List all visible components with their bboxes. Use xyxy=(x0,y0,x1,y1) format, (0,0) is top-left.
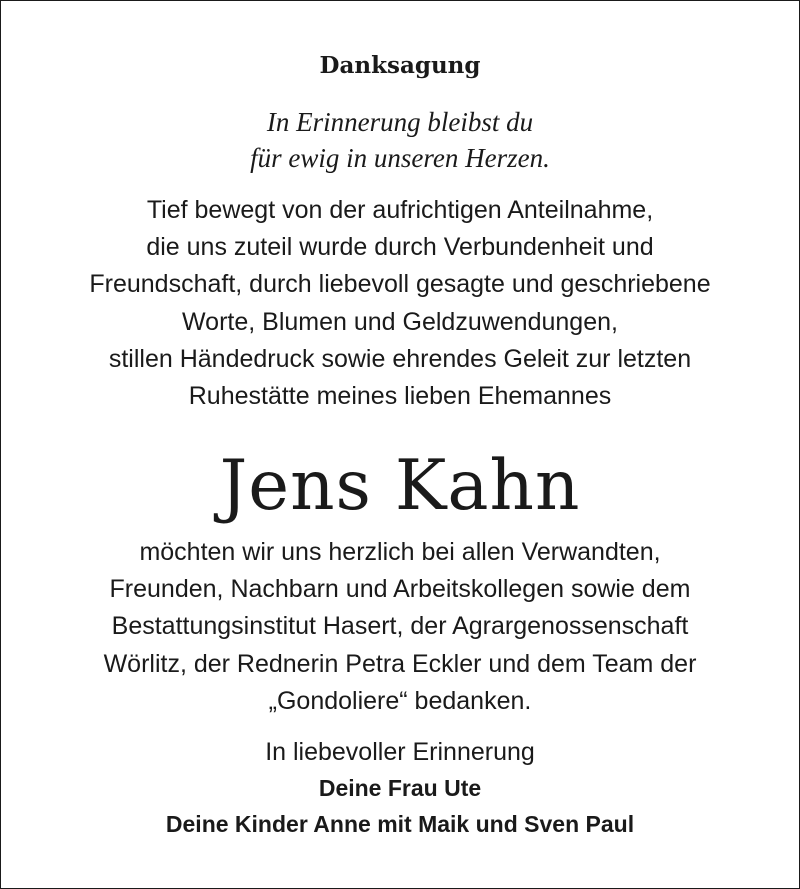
thanks-line: Freunden, Nachbarn und Arbeitskollegen sowie dem xyxy=(109,575,691,604)
intro-line: Worte, Blumen und Geldzuwendungen, xyxy=(182,307,618,336)
intro-line: Ruhestätte meines lieben Ehemannes xyxy=(188,382,612,411)
thanks-line: Bestattungsinstitut Hasert, der Agrargenossenschaft xyxy=(111,612,689,641)
closing-line: In liebevoller Erinnerung xyxy=(265,738,535,766)
intro-line: Freundschaft, durch liebevoll gesagte und geschriebene xyxy=(89,270,711,299)
memorial-verse xyxy=(1,104,799,176)
signature-children: Deine Kinder Anne mit Maik und Sven Paul xyxy=(165,811,635,837)
notice-heading: Danksagung xyxy=(319,52,481,79)
thanks-line: möchten wir uns herzlich bei allen Verwandten, xyxy=(139,538,661,566)
verse-line: für ewig in unseren Herzen. xyxy=(250,143,550,173)
intro-line: Tief bewegt von der aufrichtigen Anteilnahme, xyxy=(146,196,654,224)
thanks-paragraph xyxy=(1,534,799,720)
verse-line: In Erinnerung bleibst du xyxy=(266,107,534,137)
deceased-name: Jens Kahn xyxy=(219,446,581,526)
thanks-line: Wörlitz, der Rednerin Petra Eckler und dem Team der xyxy=(103,649,697,678)
signature-spouse: Deine Frau Ute xyxy=(318,775,482,801)
intro-line: stillen Händedruck sowie ehrendes Geleit zur letzten xyxy=(108,344,692,373)
thanks-line: „Gondoliere“ bedanken. xyxy=(268,686,532,715)
intro-line: die uns zuteil wurde durch Verbundenheit und xyxy=(146,233,654,262)
intro-paragraph xyxy=(1,192,799,415)
signature-block xyxy=(1,734,799,842)
